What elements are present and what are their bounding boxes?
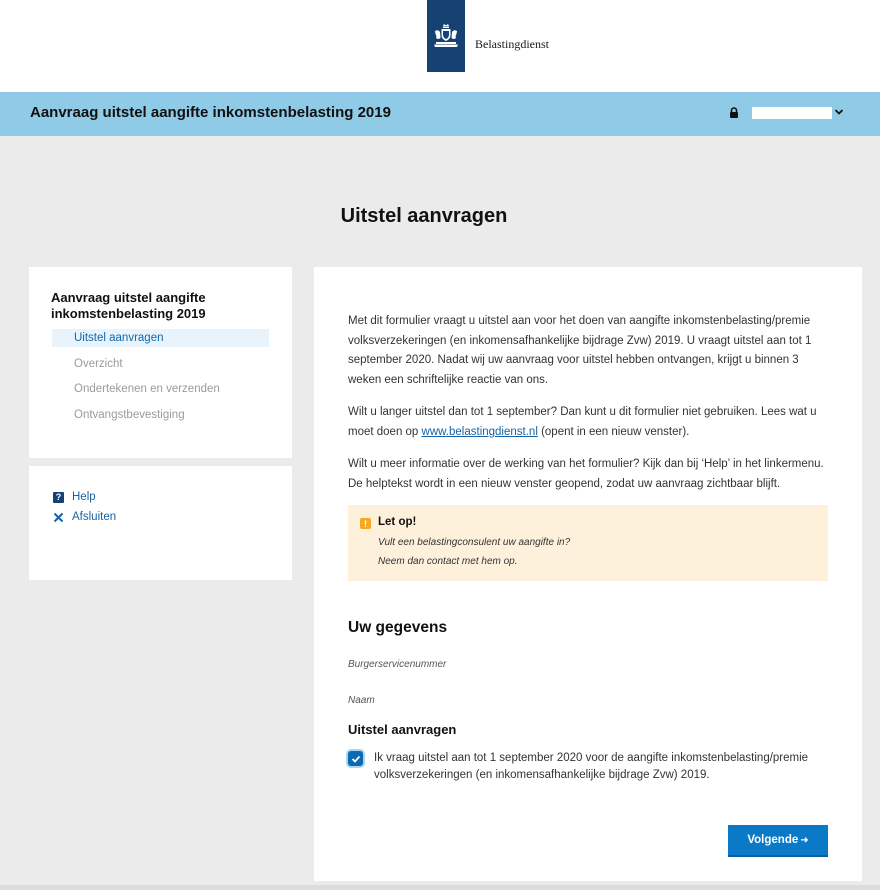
nav-step-ontvangstbevestiging[interactable]: Ontvangstbevestiging xyxy=(74,409,185,421)
next-button[interactable] xyxy=(728,825,828,857)
longer-delay-text-end: (opent in een nieuw venster). xyxy=(537,425,690,438)
help-link-label: Help xyxy=(72,491,96,503)
help-info-text: Wilt u meer informatie over de werking van het formulier? Kijk dan bij ‘Help’ in het linkermenu. De helptekst wordt in een nieuw venster geopend, zodat uw aanvraag zichtbaar blijft. xyxy=(348,458,824,490)
details-section-title: Uw gegevens xyxy=(348,619,448,636)
arrow-right-icon: ➜ xyxy=(800,834,809,846)
request-section-title: Uitstel aanvragen xyxy=(348,722,457,737)
name-label: Naam xyxy=(348,695,375,706)
longer-delay-text-start: Wilt u langer uitstel dan tot 1 september? Dan kunt u dit formulier niet gebruiken. Lees wat u moet doen op xyxy=(348,406,817,438)
application-title: Aanvraag uitstel aangifte inkomstenbelasting 2019 xyxy=(30,104,391,121)
nav-step-uitstel-aanvragen[interactable]: Uitstel aanvragen xyxy=(52,329,269,347)
sidebar-links xyxy=(29,466,292,580)
next-button-label: Volgende xyxy=(747,834,799,846)
close-icon xyxy=(53,512,64,523)
belastingdienst-link[interactable]: www.belastingdienst.nl xyxy=(421,425,538,438)
checkmark-icon xyxy=(351,755,361,763)
page-title: Uitstel aanvragen xyxy=(340,205,508,227)
page-bottom-edge xyxy=(0,885,880,890)
warning-icon: ! xyxy=(360,518,371,529)
bsn-label: Burgerservicenummer xyxy=(348,659,447,670)
logo[interactable] xyxy=(427,0,465,72)
nav-step-overzicht[interactable]: Overzicht xyxy=(74,358,123,370)
brand-name: Belastingdienst xyxy=(475,37,549,51)
help-link[interactable] xyxy=(53,491,96,503)
request-delay-checkbox[interactable] xyxy=(348,751,363,766)
nav-heading: Aanvraag uitstel aangifte inkomstenbelasting 2019 xyxy=(51,290,206,321)
nav-step-ondertekenen[interactable]: Ondertekenen en verzenden xyxy=(74,383,220,395)
help-icon: ? xyxy=(53,492,64,503)
longer-delay-text xyxy=(348,403,830,442)
close-link-label: Afsluiten xyxy=(72,511,117,523)
top-header xyxy=(0,0,880,92)
step-navigation xyxy=(29,267,292,458)
user-name-field[interactable] xyxy=(752,107,832,119)
main-form xyxy=(314,267,862,881)
chevron-down-icon[interactable] xyxy=(834,108,844,116)
intro-text: Met dit formulier vraagt u uitstel aan voor het doen van aangifte inkomstenbelasting/premie volksverzekeringen (en inkomensafhankelijke bijdrage Zvw) 2019. U vraagt uitstel aan tot 1 september 2020. Nadat wij uw aanvraag voor uitstel hebben ontvangen, krijgt u binnen 3 weken een schriftelijke reactie van ons. xyxy=(348,315,812,386)
alert-title: Let op! xyxy=(378,516,417,528)
close-link[interactable] xyxy=(53,511,116,523)
royal-coat-of-arms-icon xyxy=(432,23,460,49)
application-bar xyxy=(0,92,880,136)
lock-icon xyxy=(729,107,739,118)
request-delay-checkbox-label[interactable]: Ik vraag uitstel aan tot 1 september 2020 voor de aangifte inkomstenbelasting/premie volksverzekeringen (en inkomensafhankelijke bijdrage Zvw) 2019. xyxy=(374,752,809,781)
alert-line-1: Vult een belastingconsulent uw aangifte in? xyxy=(378,537,571,548)
warning-alert xyxy=(348,505,828,581)
alert-line-2: Neem dan contact met hem op. xyxy=(378,556,518,567)
